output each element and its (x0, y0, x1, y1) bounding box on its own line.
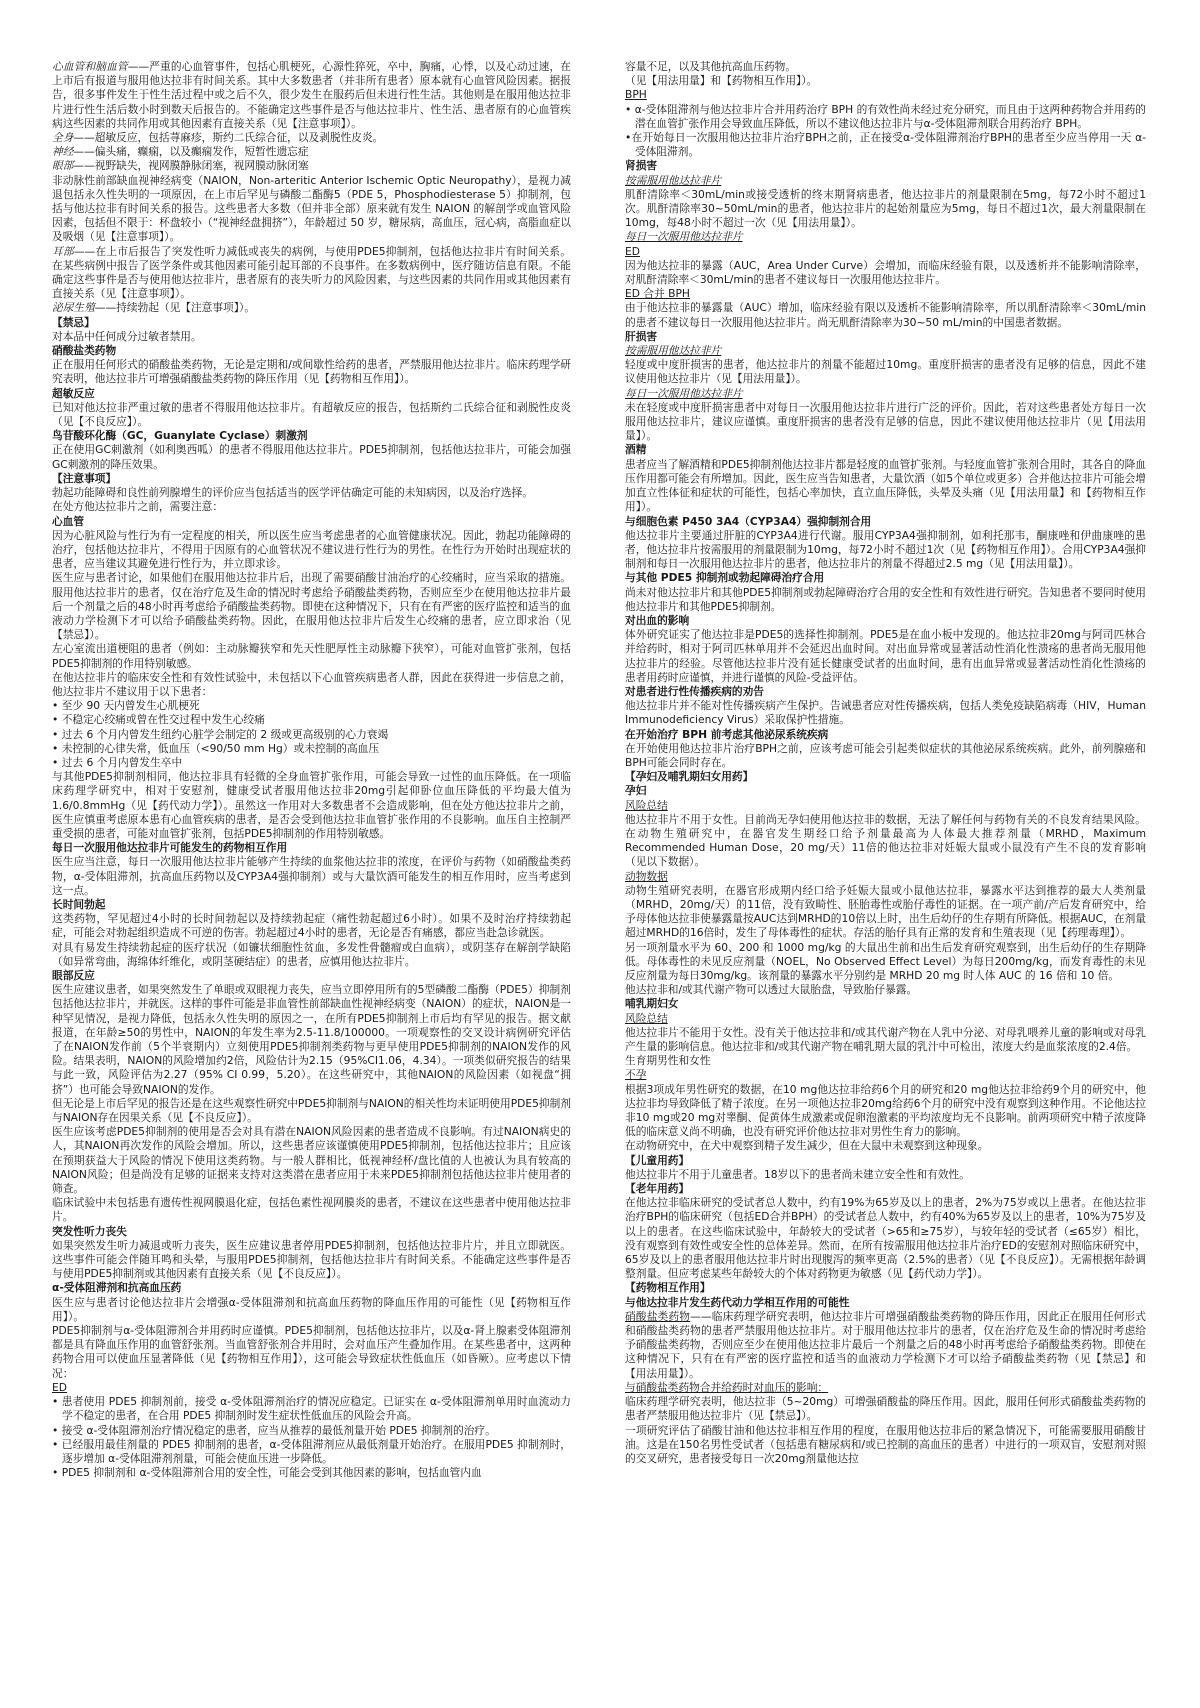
paragraph-body: ——偏头痛，癫痫，以及癫痫发作，短暂性遗忘症 (73, 145, 309, 159)
bullet-item: • 至少 90 天内曾发生心肌梗死 (52, 699, 200, 713)
subsection-heading: 孕妇 (625, 784, 647, 798)
paragraph: 医生应与患者讨论他达拉非片会增强α-受体阻滞剂和抗高血压药物的降血压作用的可能性（见【药物相互作用】）。 (52, 1295, 571, 1323)
subsection-heading: 每日一次服用他达拉非片可能发生的药物相互作用 (52, 841, 288, 855)
section-heading: 【药物相互作用】 (625, 1281, 711, 1295)
paragraph (52, 245, 571, 302)
paragraph: 非动脉性前部缺血视神经病变（NAION，Non-arteritic Anterior Ischemic Optic Neuropathy），是视力减退包括永久性失明的一项原因，在上市后罕见与磷酸二酯酶5（PDE 5，Phosphodiesterase 5）抑制剂，包括与他达拉非有时间关系的报告。这些患者大多数（但并非全部）原来就有发生 NAION 的解剖学或血管风险因素，包括但不限于：杯盘较小（“视神经盘拥挤”），年龄超过 50 岁，糖尿病，高血压，冠心病，高脂血症以及吸烟（见【注意事项】）。 (52, 173, 571, 244)
paragraph: 体外研究证实了他达拉非是PDE5的选择性抑制剂。PDE5是在血小板中发现的。他达拉非20mg与阿司匹林合并给药时，相对于阿司匹林单用并不会延迟出血时间。对出血异常或显著活动性消化性溃疡的患者尚无服用他达拉非片的经验。尽管他达拉非片没有延长健康受试者的出血时间，患有出血异常或显著活动性消化性溃疡的患者用药时应谨慎，并进行谨慎的风险-受益评估。 (625, 628, 1146, 684)
bullet-item: • 不稳定心绞痛或曾在性交过程中发生心绞痛 (52, 713, 265, 727)
paragraph-lead: 泌尿生殖 (52, 301, 95, 315)
paragraph: 对具有易发生持续勃起症的医疗状况（如镰状细胞性贫血，多发性骨髓瘤或白血病），或阴茎存在解剖学缺陷（如异常弯曲，海绵体纤维化，或阴茎硬结症）的患者，应慎用他达拉非片。 (52, 940, 571, 968)
paragraph: 动物生殖研究表明，在器官形成期内经口给予妊娠大鼠或小鼠他达拉非，暴露水平达到推荐的最大人类剂量（MRHD，20mg/天）的11倍，没有致畸性、胚胎毒性或胎仔毒性的证据。在一项产前/产后发育研究中，给予母体他达拉非使暴露量按AUC达到MRHD的10倍以上时，出生后幼仔的生存期有所降低。根据AUC，在剂量超过MRHD的16倍时，发生了母体毒性的症状。存活的胎仔具有正常的发育和生殖表现（见【药理毒理】）。 (625, 883, 1146, 940)
paragraph: 临床药理学研究表明，他达拉非（5~20mg）可增强硝酸盐的降压作用。因此，服用任何形式硝酸盐类药物的患者严禁服用他达拉非片（见【禁忌】）。 (625, 1395, 1146, 1423)
underlined-label: ED (52, 1380, 67, 1394)
paragraph-body: ——视野缺失，视网膜静脉闭塞，视网膜动脉闭塞 (73, 159, 309, 173)
paragraph: 正在使用GC刺激剂（如利奥西呱）的患者不得服用他达拉非片。PDE5抑制剂，包括他达拉非片，可能会加强GC刺激剂的降压效果。 (52, 443, 571, 471)
bullet-item: • 未控制的心律失常，低血压（<90/50 mm Hg）或未控制的高血压 (52, 741, 380, 755)
subsection-heading: 与其他 PDE5 抑制剂或勃起障碍治疗合用 (625, 571, 825, 585)
paragraph: 这类药物，罕见超过4小时的长时间勃起以及持续勃起症（痛性勃起超过6小时）。如果不及时治疗持续勃起症，可能会对勃起组织造成不可逆的伤害。勃起超过4小时的患者，无论是否有痛感，都应当赴急诊就医。 (52, 912, 571, 940)
subsection-heading: 眼部反应 (52, 969, 95, 982)
bullet-item: • 过去 6 个月内曾发生纽约心脏学会制定的 2 级或更高级别的心力衰竭 (52, 727, 389, 741)
paragraph: 生育期男性和女性 (625, 1054, 711, 1068)
bullet-item: • α-受体阻滞剂与他达拉非片合并用药治疗 BPH 的有效性尚未经过充分研究，而且由于这两种药物合并用药的潜在血管扩张作用会导致血压降低，所以不建议他达拉非片与α-受体阻滞剂联合用药治疗 BPH。 (625, 102, 1146, 130)
subsection-heading: 超敏反应 (52, 386, 95, 400)
paragraph: 轻度或中度肝损害的患者，他达拉非片的剂量不能超过10mg。重度肝损害的患者没有足够的信息，因此不建议使用他达拉非片（见【用法用量】）。 (625, 358, 1146, 386)
paragraph: 他达拉非片不能用于女性。没有关于他达拉非和/或其代谢产物在人乳中分泌、对母乳喂养儿童的影响或对母乳产生量的影响信息。他达拉非和/或其代谢产物在哺乳期大鼠的乳汁中可检出，浓度大约是血浆浓度的2.4倍。 (625, 1025, 1146, 1054)
paragraph (52, 60, 571, 131)
paragraph-lead: 眼部 (52, 159, 74, 173)
subsection-heading: 哺乳期妇女 (625, 997, 679, 1011)
subsection-heading: 在开始治疗 BPH 前考虑其他泌尿系统疾病 (625, 727, 829, 741)
italic-subheading: 按需服用他达拉非片 (625, 173, 722, 187)
paragraph: 他达拉非片主要通过肝脏的CYP3A4进行代谢。服用CYP3A4强抑制剂，如利托那韦，酮康唑和伊曲康唑的患者，他达拉非片按需服用的剂量限制为10mg，每72小时不超过1次（见【药物相互作用】）。合用CYP3A4强抑制剂和每日一次服用他达拉非片的患者，他达拉非片的剂量不得超过2.5 mg（见【用法用量】）。 (625, 528, 1146, 571)
section-heading: 【老年用药】 (625, 1182, 690, 1196)
paragraph (52, 301, 571, 315)
subsection-heading: α-受体阻滞剂和抗高血压药 (52, 1281, 182, 1295)
paragraph: 在他达拉非片的临床安全性和有效性试验中，未包括以下心血管疾病患者人群，因此在获得进一步信息之前，他达拉非片不建议用于以下患者： (52, 670, 571, 698)
subsection-heading: 对患者进行性传播疾病的劝告 (625, 684, 764, 698)
paragraph (52, 159, 571, 173)
bullet-item: • 患者使用 PDE5 抑制剂前，接受 α-受体阻滞剂治疗的情况应稳定。已证实在 α-受体阻滞剂单用时血流动力学不稳定的患者，在合用 PDE5 抑制剂时发生症状性低血压的风险会升高。 (52, 1395, 571, 1423)
paragraph: 在处方他达拉非片之前，需要注意： (52, 500, 224, 514)
paragraph: 因为他达拉非的暴露（AUC，Area Under Curve）会增加，而临床经验有限，以及透析并不能影响清除率，对肌酐清除率＜30mL/min的患者不建议每日一次服用他达拉非片。 (625, 258, 1146, 287)
paragraph-body: ——超敏反应，包括荨麻疹，斯约二氏综合征，以及剥脱性皮炎。 (73, 131, 384, 145)
paragraph (52, 145, 571, 159)
paragraph: 医生应当注意，每日一次服用他达拉非片能够产生持续的血浆他达拉非的浓度，在评价与药物（如硝酸盐类药物，α-受体阻滞剂，抗高血压药物以及CYP3A4强抑制剂）或与大量饮酒可能发生的相互作用时，应当考虑到这一点。 (52, 855, 571, 897)
paragraph: 已知对他达拉非严重过敏的患者不得服用他达拉非片。有超敏反应的报告，包括斯约二氏综合征和剥脱性皮炎（见【不良反应】）。 (52, 400, 571, 429)
italic-subheading: 每日一次服用他达拉非片 (625, 230, 743, 244)
underlined-label: ED (625, 244, 640, 258)
paragraph: 在他达拉非临床研究的受试者总人数中，约有19%为65岁及以上的患者，2%为75岁或以上患者。在他达拉非治疗BPH的临床研究（包括ED合并BPH）的受试者总人数中，约有40%为65岁及以上的患者，10%为75岁及以上的患者。在这些临床试验中，年龄较大的受试者（>65和≥75岁），与较年轻的受试者（≤65岁）相比，没有观察到有效性或安全性的总体差异。然而，在所有按需服用他达拉非片治疗ED的安慰剂对照临床研究中，65岁及以上的患者服用他达拉非片时出现腹泻的频率更高（2.5%的患者）（见【不良反应】）。无需根据年龄调整剂量。但应考虑某些年龄较大的个体对药物更为敏感（见【药代动力学】）。 (625, 1196, 1146, 1281)
section-heading: 【儿童用药】 (625, 1153, 690, 1167)
right-column (625, 60, 1146, 1466)
paragraph: 临床试验中未包括患有遗传性视网膜退化症，包括色素性视网膜炎的患者，不建议在这些患者中使用他达拉非片。 (52, 1196, 571, 1224)
subsection-heading: 硝酸盐类药物 (52, 344, 117, 358)
underlined-label: 动物数据 (625, 869, 668, 883)
subsection-heading: 长时间勃起 (52, 897, 106, 911)
paragraph: 患者应当了解酒精和PDE5抑制剂他达拉非片都是轻度的血管扩张剂。与轻度血管扩张剂合用时，其各自的降血压作用都可能会有所增加。因此，医生应当告知患者，大量饮酒（如5个单位或更多）合并他达拉非片可能会增加直立性体征和症状的可能性，包括心率加快，直立血压降低，头晕及头痛（见【用法用量】和【药物相互作用】）。 (625, 457, 1146, 514)
paragraph-lead: 心血管和脑血管 (52, 60, 128, 73)
paragraph: 因为心脏风险与性行为有一定程度的相关，所以医生应当考虑患者的心血管健康状况。因此，勃起功能障碍的治疗，包括他达拉非片，不得用于因原有的心血管状况不建议进行性行为的男性。在性行为开始时出现症状的患者，应当建议其避免进行性行为，并立即求诊。 (52, 528, 571, 571)
paragraph-lead: 硝酸盐类药物 (625, 1309, 691, 1323)
paragraph-lead: 全身 (52, 131, 74, 145)
paragraph: 他达拉非片并不能对性传播疾病产生保护。告诫患者应对性传播疾病，包括人类免疫缺陷病毒（HIV，Human Immunodeficiency Virus）采取保护性措施。 (625, 699, 1146, 727)
bullet-item: • PDE5 抑制剂和 α-受体阻滞剂合用的安全性，可能会受到其他因素的影响，包括血管内血 (52, 1466, 482, 1480)
bullet-item: • 已经服用最佳剂量的 PDE5 抑制剂的患者，α-受体阻滞剂应从最低剂量开始治疗。在服用PDE5 抑制剂时，逐步增加 α-受体阻滞剂剂量，可能会使血压进一步降低。 (52, 1437, 571, 1465)
section-heading: 【注意事项】 (52, 471, 117, 485)
paragraph: 但无论是上市后罕见的报告还是在这些观察性研究中PDE5抑制剂与NAION的相关性均未证明使用PDE5抑制剂与NAION存在因果关系（见【不良反应】）。 (52, 1096, 571, 1125)
paragraph: 容量不足，以及其他抗高血压药物。 (625, 60, 797, 73)
bullet-item: • 接受 α-受体阻滞剂治疗情况稳定的患者，应当从推荐的最低剂量开始 PDE5 抑制剂的治疗。 (52, 1423, 496, 1437)
bullet-item: • 过去 6 个月内曾发生卒中 (52, 755, 183, 769)
section-heading: 【禁忌】 (52, 315, 95, 329)
paragraph-body: ——持续勃起（见【注意事项】）。 (94, 301, 256, 315)
paragraph: 医生应建议患者，如果突然发生了单眼或双眼视力丧失，应当立即停用所有的5型磷酸二酯酶（PDE5）抑制剂包括他达拉非片，并就医。这样的事件可能是非血管性前部缺血性视神经病变（NAION）的症状，NAION是一种罕见情况，是视力降低，包括永久性失明的原因之一，在所有PDE5抑制剂上市后均有罕见的报告。据文献报道，在年龄≥50的男性中，NAION的年发生率为2.5-11.8/100000。一项观察性的交叉设计病例研究评估了在NAION发作前（5个半衰期内）立刻使用PDE5抑制剂类药物与更早使用PDE5抑制剂的NAION发作的风险。结果表明，NAION的风险增加约2倍，风险估计为2.15（95%CI1.06，4.34）。一项类似研究报告的结果与此一致，风险评估为2.27（95% CI 0.99，5.20）。在这些研究中，其他NAION的风险因素（如视盘“拥挤”）也可能会导致NAION的发作。 (52, 983, 571, 1096)
paragraph-body: ——严重的心血管事件，包括心肌梗死，心源性猝死，卒中，胸痛，心悸，以及心动过速，在上市后有报道与服用他达拉非有时间关系。其中大多数患者（并非所有患者）原本就有心血管风险因素。据报告，很多事件发生于性生活过程中或之后不久，很少发生在服药后但未进行性生活。其他则是在服用他达拉非片进行性生活后数小时到数天后报告的。不能确定这些事件是否与他达拉非片、性生活、患者原有的心血管疾病这些因素的共同作用或其他因素有直接关系（见【注意事项】）。 (52, 60, 571, 130)
paragraph: 在开始使用他达拉非片治疗BPH之前，应该考虑可能会引起类似症状的其他泌尿系统疾病。此外，前列腺癌和BPH可能会同时存在。 (625, 741, 1146, 769)
paragraph-body: ——临床药理学研究表明，他达拉非片可增强硝酸盐类药物的降压作用，因此正在服用任何形式和硝酸盐类药物的患者严禁服用他达拉非片。对于服用他达拉非片的患者，仅在治疗危及生命的情况时考虑给予硝酸盐类药物，否则应至少在使用他达拉非片最后一个剂量之后的48小时再考虑给予硝酸盐类药物。即使在这种情况下，只有在有严密的医疗监控和适当的血液动力学检测下才可以给予硝酸盐类药物（见【禁忌】和【用法用量】）。 (625, 1309, 1146, 1380)
paragraph: PDE5抑制剂与α-受体阻滞剂合并用药时应谨慎。PDE5抑制剂，包括他达拉非片，以及α-肾上腺素受体阻滞剂都是具有降血压作用的血管舒张剂。当血管舒张剂合并用时，会对血压产生叠加作用。在某些患者中，这两种药物合用可以使血压显著降低（见【药物相互作用】），这可能会导致症状性低血压（如昏厥）。应考虑以下情况： (52, 1324, 571, 1380)
paragraph: 他达拉非和/或其代谢产物可以透过大鼠胎盘，导致胎仔暴露。 (625, 983, 918, 997)
paragraph: 根据3项成年男性研究的数据，在10 mg他达拉非给药6个月的研究和20 mg他达拉非给药9个月的研究中，他达拉非均导致降低了精子浓度。在另一项他达拉非20mg给药6个月的研究中没有观察到这种作用。不论他达拉非10 mg或20 mg对睾酮、促黄体生成激素或促卵泡激素的平均浓度均无不良影响。前两项研究中精子浓度降低的临床意义尚不明确，也没有研究评价他达拉非对男性生育力的影响。 (625, 1082, 1146, 1139)
paragraph: 医生应该考虑PDE5抑制剂的使用是否会对具有潜在NAION风险因素的患者造成不良影响。有过NAION病史的人，其NAION再次发作的风险会增加。所以，这些患者应该谨慎使用PDE5抑制剂，包括他达拉非片；且应该在预期获益大于风险的情况下使用这类药物。与一般人群相比，低视神经杯/盘比值的人也被认为具有较高的NAION风险；但是尚没有足够的证据来支持对这类潜在患者应用于未来PDE5抑制剂包括他达拉非片使用者的筛查。 (52, 1125, 571, 1196)
left-column (52, 60, 571, 1480)
subsection-heading: 酒精 (625, 443, 647, 457)
paragraph: 肌酐清除率＜30mL/min或接受透析的终末期肾病患者，他达拉非片的剂量限制在5mg，每72小时不超过1次。肌酐清除率30~50mL/min的患者，他达拉非片的起始剂量应为5mg，每日不超过1次，最大剂量限制在10mg，每48小时不超过一次（见【用法用量】）。 (625, 187, 1146, 230)
paragraph: 一项研究评估了硝酸甘油和他达拉非相互作用的程度，在服用他达拉非后的紧急情况下，可能需要服用硝酸甘油。这是在150名男性受试者（包括患有糖尿病和/或已控制的高血压的患者）中进行的一项双盲，安慰剂对照的交叉研究，患者接受每日一次20mg剂量他达拉 (625, 1423, 1146, 1465)
section-heading: 【孕妇及哺乳期妇女用药】 (625, 770, 754, 784)
underlined-label: 风险总结 (625, 1011, 668, 1025)
paragraph: 如果突然发生听力减退或听力丧失，医生应建议患者停用PDE5抑制剂，包括他达拉非片片，并且立即就医。这些事件可能会伴随耳鸣和头晕，与服用PDE5抑制剂，包括他达拉非片有时间关系。不能确定这些事件是否与使用PDE5抑制剂或其他因素有直接关系（见【不良反应】）。 (52, 1238, 571, 1281)
subsection-heading: 与他达拉非片发生药代动力学相互作用的可能性 (625, 1295, 850, 1309)
paragraph: 未在轻度或中度肝损害患者中对每日一次服用他达拉非片进行广泛的评价。因此，若对这些患者处方每日一次服用他达拉非片，建议应谨慎。重度肝损害的患者没有足够的信息，因此不建议使用他达拉非片（见【用法用量】）。 (625, 400, 1146, 443)
underlined-label: 不孕 (625, 1068, 647, 1082)
paragraph: 尚未对他达拉非片和其他PDE5抑制剂或勃起障碍治疗合用的安全性和有效性进行研究。告知患者不要同时使用他达拉非片和其他PDE5抑制剂。 (625, 585, 1146, 613)
subsection-heading: 对出血的影响 (625, 613, 690, 627)
bullet-item: •在开始每日一次服用他达拉非片治疗BPH之前，正在接受α-受体阻滞剂治疗BPH的患者至少应当停用一天 α-受体阻滞剂。 (625, 131, 1146, 159)
paragraph-lead: 耳部 (52, 244, 74, 258)
subsection-heading: 肝损害 (625, 329, 658, 343)
underlined-label: 风险总结 (625, 798, 668, 812)
subsection-heading: 心血管 (52, 514, 85, 528)
paragraph (52, 131, 571, 145)
paragraph: 勃起功能障碍和良性前列腺增生的评价应当包括适当的医学评估确定可能的未知病因，以及治疗选择。 (52, 486, 533, 500)
underlined-label: BPH (625, 88, 647, 102)
paragraph: 在动物研究中，在犬中观察到精子发生减少，但在大鼠中未观察到这种现象。 (625, 1139, 989, 1153)
paragraph: 正在服用任何形式的硝酸盐类药物，无论是定期和/或间歇性给药的患者，严禁服用他达拉非片。临床药理学研究表明，他达拉非片可增强硝酸盐类药物的降压作用（见【药物相互作用】）。 (52, 358, 571, 386)
paragraph (625, 1310, 1146, 1381)
underlined-label: ED 合并 BPH (625, 287, 690, 301)
paragraph: 左心室流出道梗阻的患者（例如：主动脉瓣狭窄和先天性肥厚性主动脉瓣下狭窄），可能对血管扩张剂，包括PDE5抑制剂的作用特别敏感。 (52, 642, 571, 670)
subsection-heading: 肾损害 (625, 159, 658, 173)
subsection-heading: 突发性听力丧失 (52, 1224, 127, 1238)
paragraph: 由于他达拉非的暴露量（AUC）增加，临床经验有限以及透析不能影响清除率，所以肌酐清除率＜30mL/min的患者不建议每日一次服用他达拉非片。尚无肌酐清除率为30~50 mL/min的中国患者数据。 (625, 301, 1146, 329)
paragraph: 他达拉非片不用于儿童患者。18岁以下的患者尚未建立安全性和有效性。 (625, 1167, 970, 1181)
subsection-heading: 与细胞色素 P450 3A4（CYP3A4）强抑制剂合用 (625, 514, 872, 528)
subsection-heading: 鸟苷酸环化酶（GC，Guanylate Cyclase）刺激剂 (52, 429, 308, 443)
paragraph: 与其他PDE5抑制剂相同，他达拉非具有轻微的全身血管扩张作用，可能会导致一过性的血压降低。在一项临床药理学研究中，相对于安慰剂，健康受试者服用他达拉非20mg引起仰卧位血压降低的平均最大值为1.6/0.8mmHg（见【药代动力学】）。虽然这一作用对大多数患者不会造成影响，但在处方他达拉非片之前，医生应慎重考虑原本患有心血管疾病的患者，是否会受到他达拉非血管扩张作用的不良影响。血压自主控制严重受损的患者，可能对血管扩张剂，包括PDE5抑制剂的作用特别敏感。 (52, 770, 571, 840)
paragraph: 对本品中任何成分过敏者禁用。 (52, 329, 202, 343)
italic-subheading: 按需服用他达拉非片 (625, 344, 722, 358)
paragraph-lead: 神经 (52, 145, 74, 159)
paragraph: 另一项剂量水平为 60、200 和 1000 mg/kg 的大鼠出生前和出生后发育研究观察到，出生后幼仔的生存期降低。母体毒性的未见反应剂量（NOEL，No Observed Effect Level）为每日200mg/kg，而发育毒性的未见反应剂量为每日30mg/kg。该剂量的暴露水平分别约是 MRHD 20 mg 时人体 AUC 的 16 倍和 10 倍。 (625, 940, 1146, 982)
paragraph-body: ——在上市后报告了突发性听力减低或丧失的病例，与使用PDE5抑制剂，包括他达拉非片有时间关系。在某些病例中报告了医学条件或其他因素可能引起耳部的不良事件。在多数病例中，医疗随访信息有限。不能确定这些事件是否与使用他达拉非片，患者原有的丧失听力的风险因素，与这些因素的共同作用或其他因素有直接关系（见【注意事项】）。 (52, 244, 571, 301)
paragraph: 他达拉非片不用于女性。目前尚无孕妇使用他达拉非的数据，无法了解任何与药物有关的不良发育结果风险。在动物生殖研究中，在器官发生期经口给予剂量最高为人体最大推荐剂量（MRHD，Maximum Recommended Human Dose，20 mg/天）11倍的他达拉非对妊娠大鼠或小鼠没有产生不良的发育影响（见以下数据）。 (625, 812, 1146, 869)
italic-subheading: 每日一次服用他达拉非片 (625, 386, 743, 400)
paragraph: 医生应与患者讨论，如果他们在服用他达拉非片后，出现了需要硝酸甘油治疗的心绞痛时，应当采取的措施。服用他达拉非片的患者，仅在治疗危及生命的情况时考虑给予硝酸盐类药物，否则应至少在使用他达拉非片最后一个剂量之后的48小时再考虑给予硝酸盐类药物。即使在这种情况下，只有在有严密的医疗监控和适当的血液动力学检测下才可以给予硝酸盐类药物。因此，在服用他达拉非片后发生心绞痛的患者，应立即求治（见【禁忌】）。 (52, 571, 571, 642)
paragraph: （见【用法用量】和【药物相互作用】）。 (625, 74, 818, 88)
underlined-label: 与硝酸盐类药物合并给药时对血压的影响： (625, 1380, 829, 1394)
